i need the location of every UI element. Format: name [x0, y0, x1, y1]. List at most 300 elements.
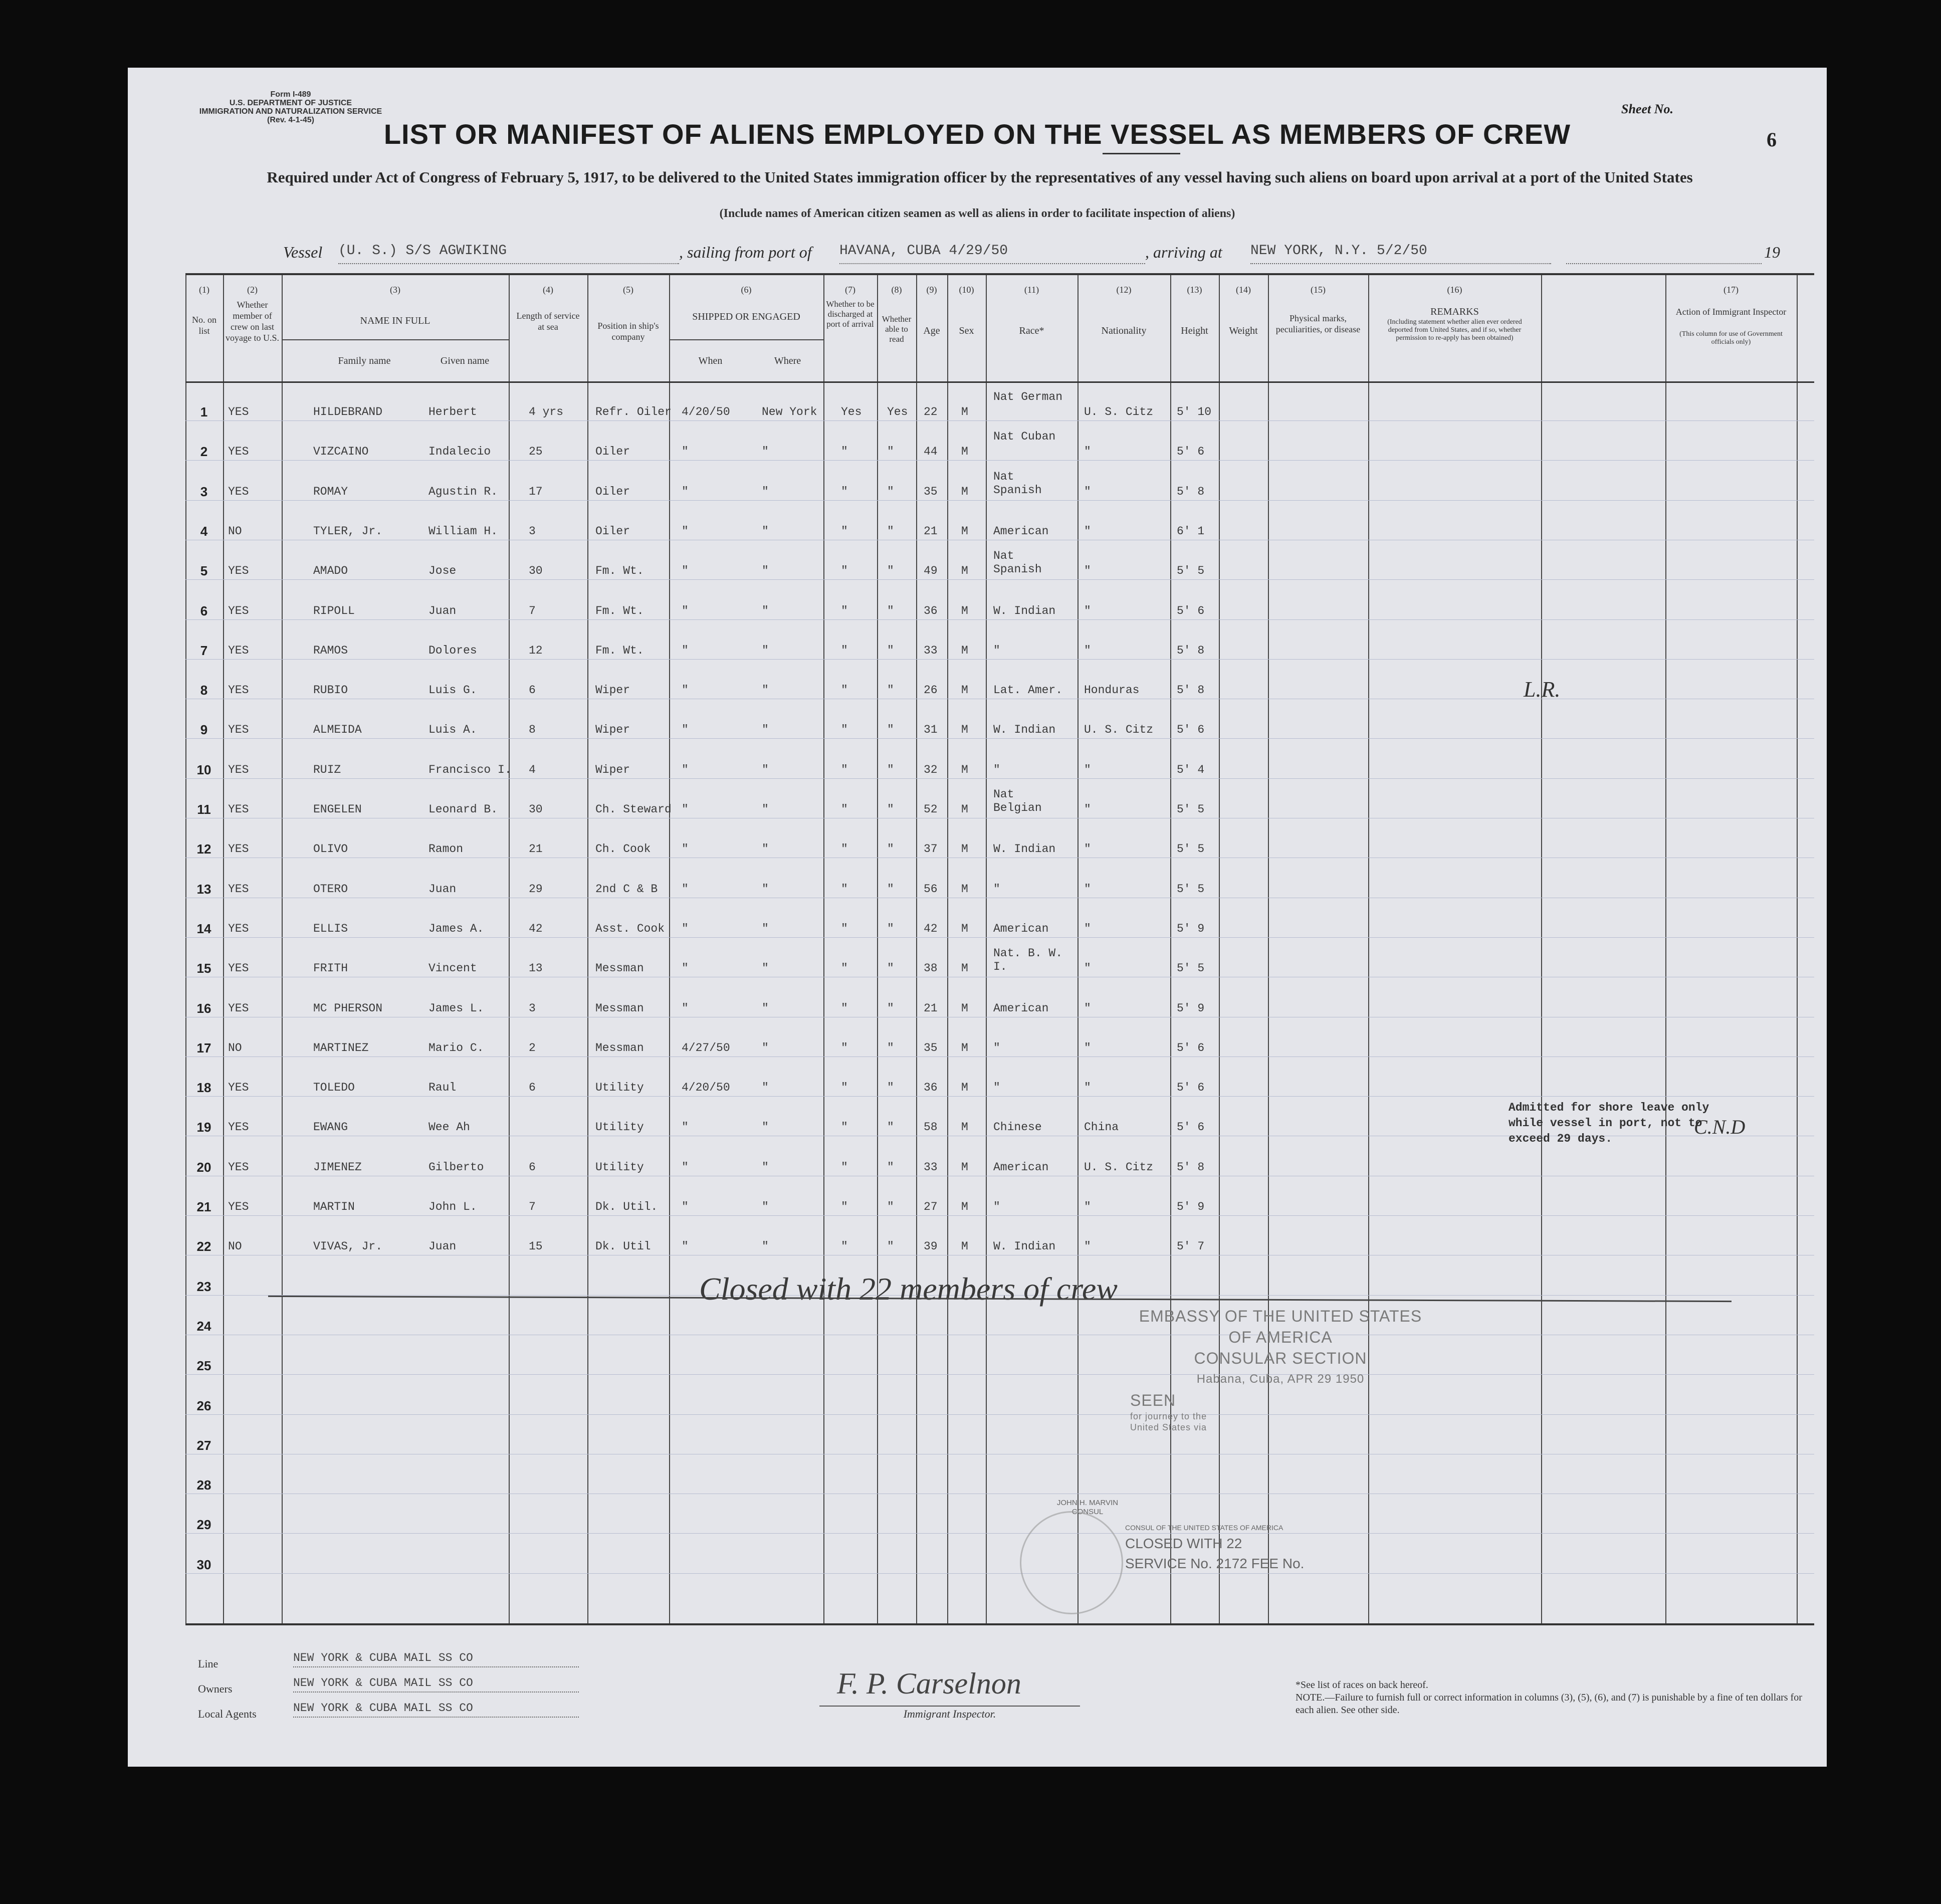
col-num-6: (6) [741, 285, 752, 295]
cell-family-name: ROMAY [313, 485, 348, 498]
cell-service-length: 7 [529, 604, 536, 617]
cell-position: Ch. Steward [595, 803, 672, 816]
row-number: 12 [196, 841, 211, 857]
cell-able-to-read: " [887, 524, 894, 538]
cell-age: 26 [924, 684, 938, 697]
cell-race: Nat Belgian [993, 788, 1042, 814]
cell-nationality: " [1084, 962, 1091, 975]
cell-shipped-where: " [762, 564, 769, 578]
cell-height: 5' 8 [1177, 1160, 1205, 1174]
cell-age: 36 [924, 604, 938, 617]
cell-sex: M [961, 962, 968, 975]
cell-sex: M [961, 524, 968, 538]
stamp-closed-with: CLOSED WITH 22 [1125, 1536, 1242, 1551]
cell-height: 5' 7 [1177, 1240, 1205, 1253]
races-note: *See list of races on back hereof. [1296, 1679, 1428, 1690]
cell-able-to-read: " [887, 1240, 894, 1253]
cell-prev-voyage: YES [228, 405, 249, 418]
cell-to-be-discharged: " [841, 922, 848, 935]
row-number: 30 [196, 1557, 211, 1572]
col-num-15: (15) [1311, 285, 1326, 295]
col-num-10: (10) [959, 285, 974, 295]
agents-label: Local Agents [198, 1708, 257, 1720]
cell-prev-voyage: YES [228, 922, 249, 935]
row-number: 9 [200, 722, 208, 738]
cell-family-name: MC PHERSON [313, 1001, 383, 1015]
cell-able-to-read: " [887, 1200, 894, 1213]
agents-value: NEW YORK & CUBA MAIL SS CO [293, 1702, 579, 1718]
cell-height: 5' 5 [1177, 882, 1205, 896]
cell-given-name: Juan [428, 604, 457, 617]
cell-sex: M [961, 644, 968, 657]
cell-service-length: 6 [529, 1081, 536, 1095]
col-num-13: (13) [1187, 285, 1202, 295]
cell-nationality: China [1084, 1121, 1119, 1134]
cell-to-be-discharged: " [841, 1001, 848, 1015]
cell-to-be-discharged: " [841, 485, 848, 498]
cell-position: Dk. Util [595, 1240, 651, 1253]
cell-able-to-read: Yes [887, 405, 908, 418]
footer-note [1296, 1679, 1807, 1717]
col-num-4: (4) [543, 285, 553, 295]
cell-race: Nat Cuban [993, 430, 1056, 444]
cell-able-to-read: " [887, 723, 894, 737]
penalty-note: NOTE.—Failure to furnish full or correct information in columns (3), (5), (6), and (7) is punishable by a fine of ten dollars for each alien. See other side. [1296, 1692, 1802, 1716]
header-remarks-note: (Including statement whether alien ever ordered deported from United States, and if so, whether permission to re-apply has been obtained) [1387, 318, 1522, 342]
cell-shipped-when: " [682, 962, 689, 975]
cell-family-name: TOLEDO [313, 1081, 355, 1095]
remark-shore-leave: Admitted for shore leave only while vessel in port, not to exceed 29 days. [1508, 1101, 1709, 1145]
row-number: 16 [196, 1000, 211, 1016]
cell-to-be-discharged: " [841, 962, 848, 975]
cell-race: Nat German [993, 390, 1063, 403]
stamp-closing-block [1125, 1524, 1436, 1572]
cell-age: 38 [924, 962, 938, 975]
cell-height: 5' 5 [1177, 803, 1205, 816]
cell-nationality: " [1084, 763, 1091, 776]
cell-shipped-when: " [682, 485, 689, 498]
cell-race: Nat. B. W. I. [993, 947, 1063, 974]
cell-age: 42 [924, 922, 938, 935]
col-num-2: (2) [247, 285, 258, 295]
sailing-port-value: HAVANA, CUBA 4/29/50 [839, 243, 1145, 264]
cell-given-name: Herbert [428, 405, 477, 418]
cell-to-be-discharged: " [841, 1041, 848, 1054]
row-number: 27 [196, 1437, 211, 1453]
consular-seal [1020, 1511, 1123, 1614]
header-last-voyage: Whether member of crew on last voyage to U.S. [226, 300, 279, 343]
cell-position: Dk. Util. [595, 1200, 658, 1213]
cell-family-name: RUBIO [313, 684, 348, 697]
cell-position: Asst. Cook [595, 922, 665, 935]
form-service: IMMIGRATION AND NATURALIZATION SERVICE [199, 107, 382, 116]
col-num-14: (14) [1236, 285, 1251, 295]
page-subnote: (Include names of American citizen seamen as well as aliens in order to facilitate inspection of aliens) [719, 207, 1235, 220]
consular-stamp [1130, 1306, 1431, 1433]
cell-age: 36 [924, 1081, 938, 1095]
cell-race: " [993, 882, 1000, 896]
col-num-8: (8) [891, 285, 902, 295]
header-sex: Sex [959, 325, 974, 336]
cell-able-to-read: " [887, 564, 894, 578]
cell-shipped-where: " [762, 1240, 769, 1253]
cell-position: Wiper [595, 684, 630, 697]
page-title: LIST OR MANIFEST OF ALIENS EMPLOYED ON THE VESSEL AS MEMBERS OF CREW [383, 118, 1571, 150]
sheet-number: 6 [1767, 128, 1777, 151]
page-subtitle: Required under Act of Congress of February 5, 1917, to be delivered to the United States immigration officer by the representatives of any vessel having such aliens on board upon arrival at a port of the United States [267, 168, 1693, 186]
cell-prev-voyage: YES [228, 684, 249, 697]
header-no-on-list: No. on list [192, 315, 217, 336]
cell-service-length: 25 [529, 445, 543, 459]
cell-age: 39 [924, 1240, 938, 1253]
cell-shipped-where: New York [762, 405, 817, 418]
cell-nationality: Honduras [1084, 684, 1140, 697]
cell-able-to-read: " [887, 1041, 894, 1054]
form-revision: (Rev. 4-1-45) [267, 116, 314, 124]
col-num-7: (7) [845, 285, 855, 295]
cell-prev-voyage: YES [228, 723, 249, 737]
cell-sex: M [961, 684, 968, 697]
cell-family-name: MARTIN [313, 1200, 355, 1213]
cell-nationality: " [1084, 524, 1091, 538]
cell-sex: M [961, 405, 968, 418]
cell-shipped-where: " [762, 1121, 769, 1134]
cell-nationality: " [1084, 485, 1091, 498]
header-nationality: Nationality [1101, 325, 1147, 336]
cell-prev-voyage: NO [228, 1041, 242, 1054]
cell-nationality: " [1084, 604, 1091, 617]
cell-height: 5' 9 [1177, 922, 1205, 935]
stamp-consul-title: CONSUL [1071, 1508, 1104, 1516]
cell-service-length: 30 [529, 564, 543, 578]
header-discharged: Whether to be discharged at port of arrival [826, 299, 875, 329]
cell-service-length: 3 [529, 1001, 536, 1015]
cell-sex: M [961, 842, 968, 856]
row-number: 8 [200, 683, 208, 698]
cell-shipped-where: " [762, 524, 769, 538]
cell-to-be-discharged: Yes [841, 405, 862, 418]
cell-shipped-when: " [682, 882, 689, 896]
header-position: Position in ship's company [597, 321, 659, 342]
cell-age: 21 [924, 1001, 938, 1015]
cell-height: 5' 6 [1177, 723, 1205, 737]
cell-service-length: 2 [529, 1041, 536, 1054]
line-value: NEW YORK & CUBA MAIL SS CO [293, 1651, 579, 1667]
cell-shipped-where: " [762, 842, 769, 856]
cell-given-name: Juan [428, 882, 457, 896]
stamp-line: OF AMERICA [1228, 1328, 1333, 1346]
row-number: 2 [200, 444, 208, 460]
cell-to-be-discharged: " [841, 882, 848, 896]
cell-given-name: Mario C. [428, 1041, 484, 1054]
cell-shipped-when: " [682, 564, 689, 578]
arriving-label: , arriving at [1145, 243, 1222, 261]
cell-sex: M [961, 1200, 968, 1213]
cell-nationality: " [1084, 445, 1091, 459]
form-department: U.S. DEPARTMENT OF JUSTICE [229, 99, 352, 107]
cell-height: 5' 6 [1177, 1041, 1205, 1054]
cell-position: Fm. Wt. [595, 564, 644, 578]
cell-height: 5' 8 [1177, 485, 1205, 498]
cell-service-length: 21 [529, 842, 543, 856]
cell-nationality: U. S. Citz [1084, 1160, 1154, 1174]
cell-position: Ch. Cook [595, 842, 651, 856]
cell-shipped-where: " [762, 485, 769, 498]
row-number: 18 [196, 1080, 211, 1096]
cell-sex: M [961, 882, 968, 896]
stamp-consul-name: JOHN H. MARVIN [1056, 1499, 1119, 1507]
cell-service-length: 17 [529, 485, 543, 498]
cell-able-to-read: " [887, 445, 894, 459]
cell-family-name: ELLIS [313, 922, 348, 935]
cell-shipped-when: " [682, 524, 689, 538]
header-length-of-service: Length of service at sea [516, 311, 580, 332]
cell-sex: M [961, 922, 968, 935]
row-number: 4 [200, 523, 208, 539]
cell-nationality: " [1084, 1001, 1091, 1015]
cell-age: 58 [924, 1121, 938, 1134]
header-shipped-engaged: SHIPPED OR ENGAGED [692, 311, 800, 322]
cell-height: 5' 6 [1177, 445, 1205, 459]
col-num-3: (3) [390, 285, 400, 295]
cell-shipped-when: " [682, 604, 689, 617]
header-race: Race* [1019, 325, 1044, 336]
cell-to-be-discharged: " [841, 723, 848, 737]
stamp-service-no: SERVICE No. 2172 FEE No. [1125, 1556, 1305, 1571]
cell-prev-voyage: YES [228, 604, 249, 617]
cell-given-name: Jose [428, 564, 457, 578]
cell-given-name: Ramon [428, 842, 464, 856]
cell-shipped-when: " [682, 842, 689, 856]
stamp-line: SEEN [1130, 1391, 1176, 1409]
cell-shipped-where: " [762, 763, 769, 776]
cell-given-name: Dolores [428, 644, 477, 657]
cell-nationality: " [1084, 882, 1091, 896]
header-weight: Weight [1229, 325, 1258, 336]
cell-prev-voyage: YES [228, 445, 249, 459]
cell-age: 35 [924, 1041, 938, 1054]
cell-family-name: JIMENEZ [313, 1160, 362, 1174]
row-number: 11 [197, 802, 211, 817]
stamp-consul-caption: CONSUL OF THE UNITED STATES OF AMERICA [1125, 1524, 1283, 1532]
cell-able-to-read: " [887, 763, 894, 776]
cell-nationality: " [1084, 1240, 1091, 1253]
cell-age: 22 [924, 405, 938, 418]
date-blank [1566, 243, 1762, 264]
cell-prev-voyage: YES [228, 763, 249, 776]
cell-position: Oiler [595, 445, 630, 459]
cell-shipped-when: " [682, 1240, 689, 1253]
cell-service-length: 6 [529, 1160, 536, 1174]
cell-sex: M [961, 1121, 968, 1134]
cell-height: 5' 5 [1177, 564, 1205, 578]
header-action-note: (This column for use of Government officials only) [1679, 330, 1783, 346]
cell-race: W. Indian [993, 604, 1056, 617]
cell-height: 5' 5 [1177, 962, 1205, 975]
cell-family-name: EWANG [313, 1121, 348, 1134]
cell-shipped-where: " [762, 1160, 769, 1174]
cell-age: 37 [924, 842, 938, 856]
cell-sex: M [961, 723, 968, 737]
cell-given-name: Vincent [428, 962, 477, 975]
row-number: 19 [196, 1120, 211, 1135]
cell-position: Wiper [595, 723, 630, 737]
cell-age: 56 [924, 882, 938, 896]
cell-height: 5' 6 [1177, 604, 1205, 617]
cell-age: 32 [924, 763, 938, 776]
voyage-row [283, 243, 1787, 273]
inspector-signature: F. P. Carselnon [837, 1667, 1021, 1700]
header-family-name: Family name [338, 355, 391, 366]
row-number: 6 [200, 603, 208, 618]
cell-shipped-where: " [762, 803, 769, 816]
cell-shipped-when: " [682, 763, 689, 776]
manifest-sheet [128, 68, 1827, 1767]
cell-race: " [993, 644, 1000, 657]
cell-given-name: Leonard B. [428, 803, 498, 816]
cell-prev-voyage: NO [228, 1240, 242, 1253]
cell-race: " [993, 1081, 1000, 1095]
cell-position: Fm. Wt. [595, 604, 644, 617]
cell-height: 5' 8 [1177, 644, 1205, 657]
header-where: Where [774, 355, 801, 366]
cell-given-name: James L. [428, 1001, 484, 1015]
cell-nationality: " [1084, 1081, 1091, 1095]
cell-race: Nat Spanish [993, 470, 1042, 497]
cell-position: Messman [595, 962, 644, 975]
stamp-line: EMBASSY OF THE UNITED STATES [1139, 1307, 1422, 1325]
cell-position: Wiper [595, 763, 630, 776]
row-number: 24 [196, 1318, 211, 1334]
cell-shipped-where: " [762, 1081, 769, 1095]
cell-able-to-read: " [887, 803, 894, 816]
cell-family-name: VIVAS, Jr. [313, 1240, 383, 1253]
cell-height: 5' 5 [1177, 842, 1205, 856]
cell-to-be-discharged: " [841, 604, 848, 617]
cell-family-name: TYLER, Jr. [313, 524, 383, 538]
cell-race: American [993, 524, 1049, 538]
cell-given-name: Agustin R. [428, 485, 498, 498]
cell-nationality: " [1084, 644, 1091, 657]
row-number: 17 [196, 1040, 211, 1055]
owners-label: Owners [198, 1682, 233, 1695]
cell-to-be-discharged: " [841, 684, 848, 697]
cell-prev-voyage: YES [228, 803, 249, 816]
row-number: 10 [196, 762, 211, 777]
row-number: 3 [200, 484, 208, 499]
cell-race: " [993, 1041, 1000, 1054]
row-number: 26 [196, 1398, 211, 1413]
crew-table [185, 273, 1814, 1625]
cell-family-name: HILDEBRAND [313, 405, 383, 418]
cell-position: 2nd C & B [595, 882, 658, 896]
cell-to-be-discharged: " [841, 842, 848, 856]
stamp-line: United States via [1130, 1422, 1207, 1432]
col-num-11: (11) [1024, 285, 1039, 295]
year-label: 19 [1764, 243, 1780, 261]
cell-family-name: AMADO [313, 564, 348, 578]
stamp-line: CONSULAR SECTION [1194, 1349, 1367, 1367]
header-height: Height [1181, 325, 1208, 336]
cell-position: Messman [595, 1041, 644, 1054]
cell-nationality: " [1084, 1041, 1091, 1054]
cell-sex: M [961, 763, 968, 776]
cell-able-to-read: " [887, 882, 894, 896]
cell-sex: M [961, 1001, 968, 1015]
cell-sex: M [961, 564, 968, 578]
cell-position: Utility [595, 1160, 644, 1174]
cell-shipped-when: " [682, 1121, 689, 1134]
cell-prev-voyage: YES [228, 882, 249, 896]
cell-service-length: 6 [529, 684, 536, 697]
cell-shipped-when: 4/20/50 [682, 405, 730, 418]
cell-prev-voyage: YES [228, 962, 249, 975]
cell-family-name: ENGELEN [313, 803, 362, 816]
cell-service-length: 13 [529, 962, 543, 975]
stamp-line: Habana, Cuba, APR 29 1950 [1196, 1372, 1365, 1386]
cell-service-length: 42 [529, 922, 543, 935]
cell-position: Refr. Oiler [595, 405, 672, 418]
cell-shipped-where: " [762, 723, 769, 737]
cell-race: American [993, 922, 1049, 935]
cell-given-name: Francisco I. [428, 763, 512, 776]
cell-family-name: OLIVO [313, 842, 348, 856]
cell-to-be-discharged: " [841, 1200, 848, 1213]
row-number: 15 [196, 961, 211, 976]
cell-shipped-when: " [682, 1160, 689, 1174]
cell-shipped-when: " [682, 1001, 689, 1015]
cell-age: 52 [924, 803, 938, 816]
stamp-line: for journey to the [1130, 1411, 1207, 1421]
cell-service-length: 8 [529, 723, 536, 737]
cell-height: 6' 1 [1177, 524, 1205, 538]
cell-race: Lat. Amer. [993, 684, 1063, 697]
cell-shipped-where: " [762, 604, 769, 617]
cell-able-to-read: " [887, 684, 894, 697]
cell-given-name: Indalecio [428, 445, 491, 459]
cell-shipped-where: " [762, 644, 769, 657]
vessel-label: Vessel [283, 243, 323, 261]
cell-to-be-discharged: " [841, 1081, 848, 1095]
cell-nationality: " [1084, 564, 1091, 578]
cell-race: W. Indian [993, 1240, 1056, 1253]
cell-height: 5' 6 [1177, 1121, 1205, 1134]
cell-nationality: " [1084, 922, 1091, 935]
cell-shipped-where: " [762, 962, 769, 975]
cell-race: Chinese [993, 1121, 1042, 1134]
cell-nationality: " [1084, 1200, 1091, 1213]
sheet-label: Sheet No. [1621, 102, 1673, 116]
header-able-to-read: Whether able to read [882, 314, 912, 344]
cell-family-name: OTERO [313, 882, 348, 896]
cell-height: 5' 9 [1177, 1200, 1205, 1213]
cell-able-to-read: " [887, 485, 894, 498]
cell-able-to-read: " [887, 1121, 894, 1134]
cell-able-to-read: " [887, 1160, 894, 1174]
cell-given-name: Juan [428, 1240, 457, 1253]
cell-given-name: William H. [428, 524, 498, 538]
cell-shipped-where: " [762, 882, 769, 896]
cell-age: 33 [924, 644, 938, 657]
cell-to-be-discharged: " [841, 1160, 848, 1174]
cell-able-to-read: " [887, 922, 894, 935]
cell-shipped-when: " [682, 723, 689, 737]
title-underline [1103, 153, 1180, 154]
cell-family-name: VIZCAINO [313, 445, 369, 459]
cell-sex: M [961, 604, 968, 617]
cell-service-length: 4 yrs [529, 405, 564, 418]
cell-sex: M [961, 1240, 968, 1253]
